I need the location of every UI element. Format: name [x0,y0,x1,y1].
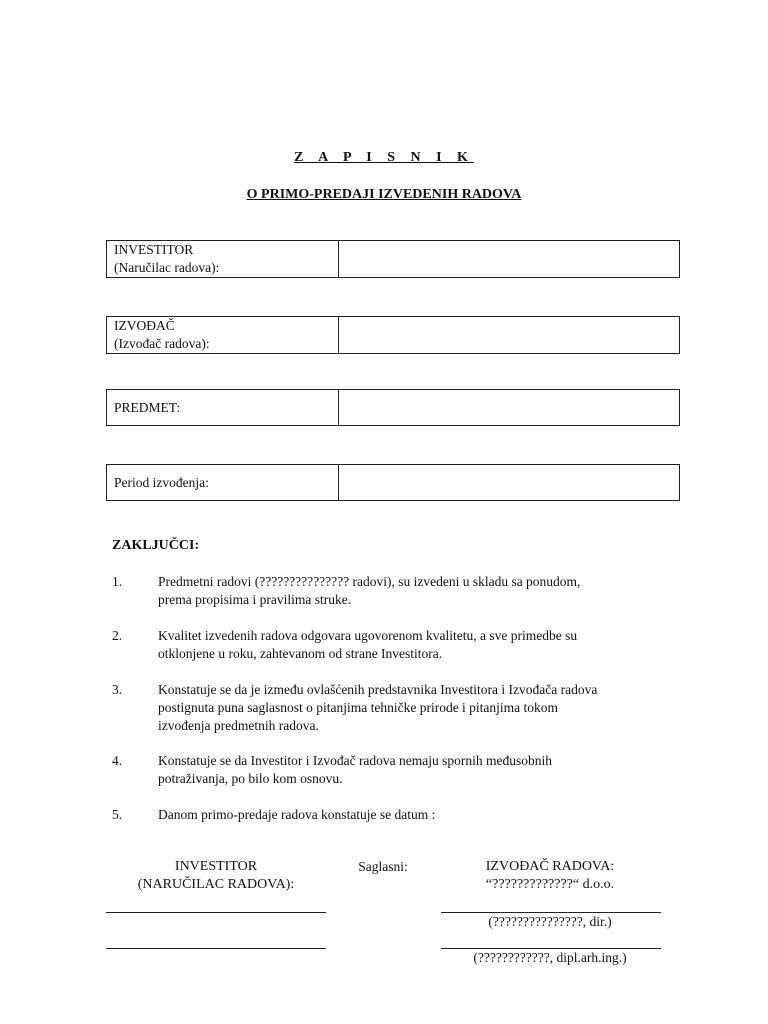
agreed-label: Saglasni: [358,859,408,874]
period-label: Period izvođenja: [107,465,339,500]
conclusion-item: 4. Konstatuje se da Investitor i Izvođač radova nemaju spornih međusobnih potraživanja, po bilo kom osnovu. [112,753,553,786]
investor-label: INVESTITOR (Naručilac radova): [107,241,339,277]
conclusion-item: 1. Predmetni radovi (??????????????? radovi), su izvedeni u skladu sa ponudom, prema propisima i pravilima struke. [112,574,581,607]
document-subtitle: O PRIMO-PREDAJI IZVEDENIH RADOVA [246,187,522,202]
contractor-value-field[interactable] [339,317,679,353]
period-box [106,464,680,501]
conclusion-item: 5. Danom primo-predaje radova konstatuje se datum : [112,807,436,822]
contractor-director-name: (???????????????, dir.) [488,914,612,929]
investor-signature-caption: INVESTITOR (NARUČILAC RADOVA): [137,859,295,892]
contractor-box [106,316,680,354]
document-title: Z A P I S N I K [294,150,474,165]
contractor-label: IZVOĐAČ (Izvođač radova): [107,317,339,353]
subject-value-field[interactable] [339,390,679,425]
investor-value-field[interactable] [339,241,679,277]
conclusion-item: 2. Kvalitet izvedenih radova odgovara ugovorenom kvalitetu, a sve primedbe su otklonjene u roku, zahtevanom od strane Investitora. [112,628,578,661]
period-value-field[interactable] [339,465,679,500]
subject-box [106,389,680,426]
conclusion-item: 3. Konstatuje se da je između ovlašćenih predstavnika Investitora i Izvođača radova postignuta puna saglasnost o pitanjima tehničke prirode i pitanjima tokom izvođenja predmetnih radova. [112,682,598,733]
investor-signature-line-2[interactable] [106,948,326,949]
contractor-signature-caption: IZVOĐAČ RADOVA: “?????????????“ d.o.o. [485,859,615,892]
investor-box [106,240,680,278]
investor-signature-line-1[interactable] [106,912,326,913]
contractor-architect-name: (????????????, dipl.arh.ing.) [473,950,627,965]
conclusions-heading: ZAKLJUČCI: [112,538,200,553]
subject-label: PREDMET: [107,390,339,425]
